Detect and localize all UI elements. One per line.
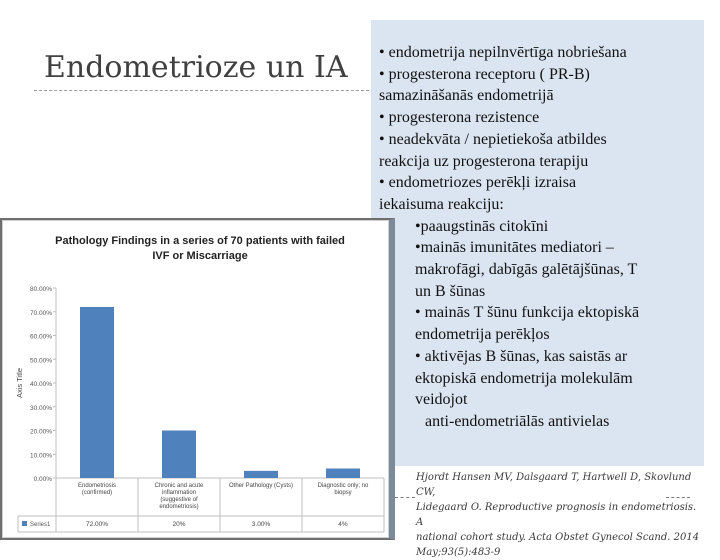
y-tick-label: 30.00% bbox=[29, 404, 52, 412]
chart-title: Pathology Findings in a series of 70 patients with failed bbox=[55, 235, 345, 247]
citation-line: Lidegaard O. Reproductive prognosis in endometriosis. A bbox=[416, 502, 697, 528]
bullet-line: reakcija uz progesterona terapiju bbox=[379, 152, 589, 170]
chart-title: IVF or Miscarriage bbox=[152, 250, 248, 262]
bullet-line: • progesterona receptoru ( PR-B) bbox=[379, 65, 590, 83]
bullet-line: • endometrija nepilnvērtīga nobriešana bbox=[379, 44, 627, 61]
bullet-list bbox=[379, 42, 709, 433]
sub-bullet-line: veidojot bbox=[415, 391, 468, 409]
bullet-line: • endometriozes perēkļi izraisa bbox=[379, 174, 577, 192]
y-tick-label: 20.00% bbox=[29, 428, 52, 436]
data-label: 3.00% bbox=[251, 521, 271, 528]
bullet-line: • progesterona rezistence bbox=[379, 109, 540, 127]
y-tick-label: 70.00% bbox=[29, 309, 52, 317]
bar bbox=[162, 431, 196, 479]
citation-line: Hjordt Hansen MV, Dalsgaard T, Hartwell D, Skovlund CW, bbox=[416, 472, 692, 498]
category-label: (confirmed) bbox=[81, 490, 113, 496]
citation-line: national cohort study. Acta Obstet Gynecol Scand. 2014 bbox=[416, 532, 700, 543]
y-tick-label: 50.00% bbox=[29, 357, 52, 365]
bullet-line: samazināšanās endometrijā bbox=[379, 87, 554, 105]
citation-divider bbox=[395, 497, 415, 498]
citation-divider bbox=[666, 497, 690, 498]
category-label: Other Pathology (Cysts) bbox=[228, 483, 294, 489]
data-label: 4% bbox=[338, 521, 348, 528]
title-divider bbox=[34, 90, 374, 91]
legend-swatch bbox=[22, 521, 27, 526]
y-tick-label: 0.00% bbox=[33, 476, 52, 483]
bullet-line: • neadekvāta / nepietiekoša atbildes bbox=[379, 130, 607, 148]
category-label: Chronic and acute bbox=[154, 483, 204, 489]
y-axis-title: Axis Title bbox=[15, 367, 24, 399]
data-label: 20% bbox=[172, 521, 186, 528]
sub-bullet-line: endometrija perēkļos bbox=[415, 326, 550, 344]
bar bbox=[80, 307, 114, 478]
category-label: endometriosis) bbox=[159, 504, 199, 510]
y-tick-label: 80.00% bbox=[29, 286, 52, 293]
category-label: Endometriosis bbox=[77, 483, 117, 489]
sub-bullet-line: anti-endometriālās antivielas bbox=[425, 412, 610, 430]
bar bbox=[326, 469, 360, 479]
sub-bullet-line: • mainās T šūnu funkcija ektopiskā bbox=[415, 304, 640, 322]
sub-bullet-line: •paaugstinās citokīni bbox=[415, 217, 549, 235]
category-label: Diagnostic only; no bbox=[317, 483, 369, 489]
category-label: biopsy bbox=[334, 490, 352, 496]
y-tick-label: 40.00% bbox=[29, 381, 52, 388]
sub-bullet-line: makrofāgi, dabīgās galētājšūnas, T bbox=[415, 261, 638, 279]
y-tick-label: 10.00% bbox=[29, 452, 52, 460]
data-label: 72.00% bbox=[85, 521, 109, 528]
category-label: inflammation bbox=[161, 490, 197, 496]
citation bbox=[416, 470, 706, 560]
category-label: (suggestive of bbox=[160, 497, 198, 503]
chart-image bbox=[0, 218, 395, 540]
slide-title: Endometrioze un IA bbox=[44, 50, 348, 85]
sub-bullet-line: ektopiskā endometrija molekulām bbox=[415, 369, 633, 387]
bullet-line: iekaisuma reakciju: bbox=[379, 195, 504, 213]
legend-label: Series1 bbox=[30, 522, 51, 528]
bar-chart bbox=[4, 222, 389, 538]
sub-bullet-line: un B šūnas bbox=[415, 282, 486, 300]
sub-bullet-line: •mainās imunitātes mediatori – bbox=[415, 239, 614, 257]
citation-line: May;93(5):483-9 bbox=[416, 547, 501, 558]
bar bbox=[244, 471, 278, 478]
y-tick-label: 60.00% bbox=[29, 333, 52, 341]
sub-bullet-line: • aktivējas B šūnas, kas saistās ar bbox=[415, 347, 628, 365]
